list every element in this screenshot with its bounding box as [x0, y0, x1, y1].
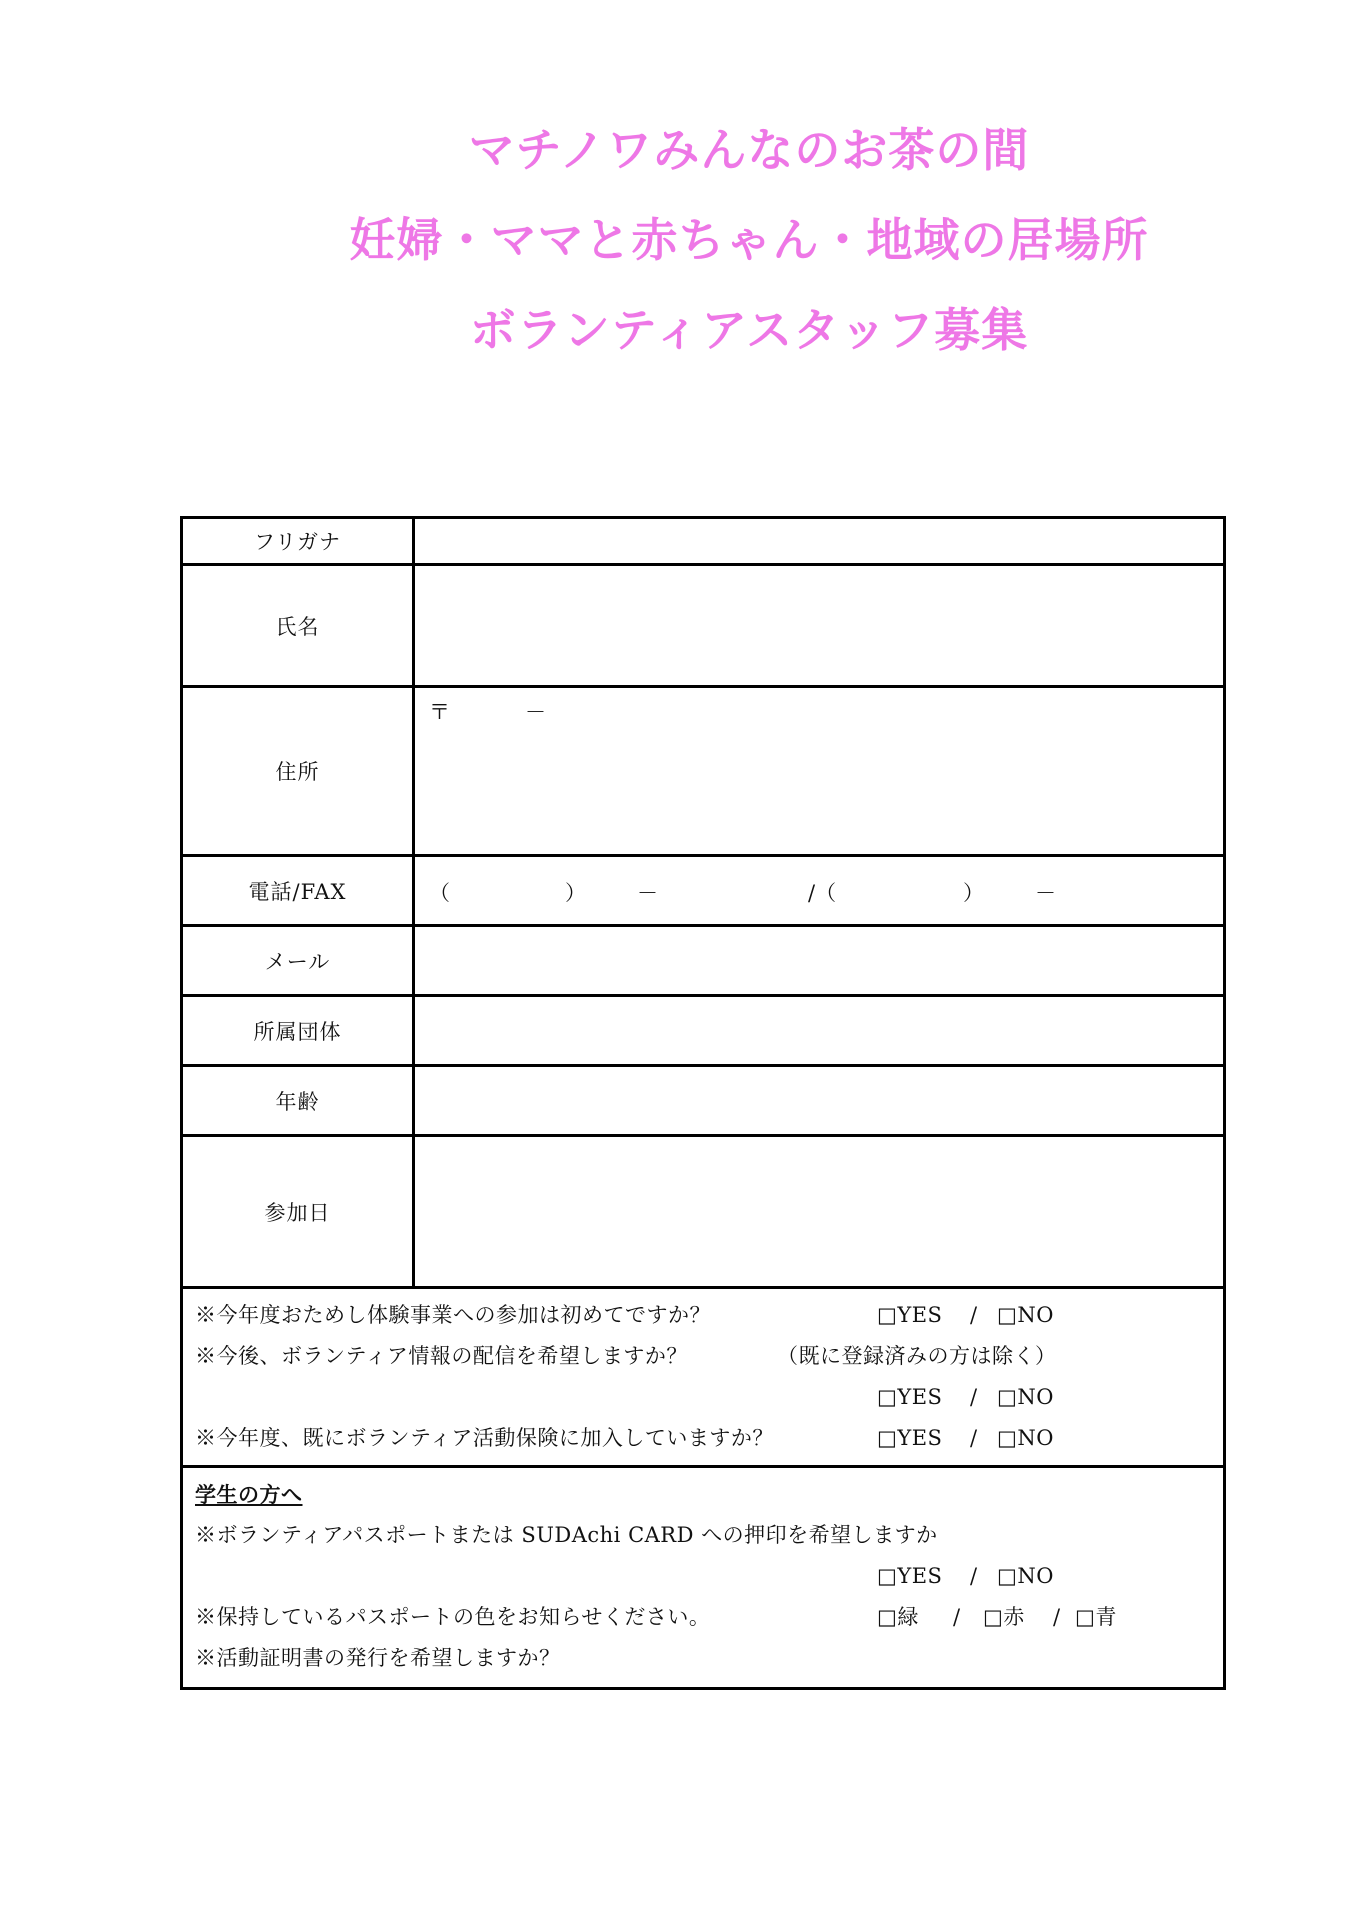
passport-stamp-no-checkbox[interactable]: □NO	[997, 1564, 1054, 1588]
postal-mark: 〒	[429, 700, 450, 724]
passport-stamp-yes-checkbox[interactable]: □YES	[877, 1564, 943, 1588]
question-passport-stamp-text: ※ボランティアパスポートまたは SUDAchi CARD への押印を希望しますか	[195, 1523, 938, 1547]
first-time-yes-checkbox[interactable]: □YES	[877, 1303, 943, 1327]
question-certificate-text: ※活動証明書の発行を希望しますか？	[195, 1646, 561, 1670]
first-time-no-checkbox[interactable]: □NO	[997, 1303, 1054, 1327]
name-row	[183, 566, 1223, 688]
participation-date-label: 参加日	[183, 1137, 415, 1286]
title-line-3: ボランティアスタッフ募集	[469, 303, 1029, 357]
mail-row	[183, 927, 1223, 997]
fax-dash: －	[1035, 881, 1056, 905]
newsletter-separator: /	[970, 1385, 978, 1409]
first-time-separator: /	[970, 1303, 978, 1327]
newsletter-yes-checkbox[interactable]: □YES	[877, 1385, 943, 1409]
phone-row	[183, 857, 1223, 927]
name-field[interactable]	[415, 566, 1223, 685]
phone-dash: －	[637, 881, 658, 905]
insurance-yes-checkbox[interactable]: □YES	[877, 1426, 943, 1450]
participation-date-field[interactable]	[415, 1137, 1223, 1286]
newsletter-no-checkbox[interactable]: □NO	[997, 1385, 1054, 1409]
color-red-checkbox[interactable]: □赤	[983, 1605, 1025, 1629]
organization-field[interactable]	[415, 997, 1223, 1064]
color-green-checkbox[interactable]: □緑	[877, 1605, 919, 1629]
mail-field[interactable]	[415, 927, 1223, 994]
participation-date-row	[183, 1137, 1223, 1289]
phone-close-paren: ）	[565, 881, 586, 905]
fax-close-paren: ）	[963, 881, 984, 905]
name-label: 氏名	[183, 566, 415, 685]
question-newsletter-note: （既に登録済みの方は除く）	[777, 1344, 1057, 1368]
phone-field[interactable]	[415, 857, 1223, 924]
phone-open-paren: （	[429, 881, 450, 905]
furigana-row	[183, 519, 1223, 566]
question-first-time	[195, 1295, 1211, 1336]
question-passport-color-text: ※保持しているパスポートの色をお知らせください。	[195, 1605, 711, 1629]
newsletter-options	[195, 1377, 1211, 1418]
passport-stamp-separator: /	[970, 1564, 978, 1588]
question-certificate	[195, 1638, 1211, 1679]
question-first-time-text: ※今年度おためし体験事業への参加は初めてですか？	[195, 1303, 711, 1327]
address-row	[183, 688, 1223, 857]
fax-open-paren: /（	[808, 881, 837, 905]
students-heading: 学生の方へ	[195, 1482, 303, 1507]
phone-label: 電話/FAX	[183, 857, 415, 924]
age-label: 年齢	[183, 1067, 415, 1134]
question-passport-stamp	[195, 1515, 1211, 1556]
question-passport-color	[195, 1597, 1211, 1638]
furigana-field[interactable]	[415, 519, 1223, 563]
question-newsletter-text: ※今後、ボランティア情報の配信を希望しますか？	[195, 1344, 688, 1368]
mail-label: メール	[183, 927, 415, 994]
application-form	[180, 516, 1226, 1690]
title-line-2: 妊婦・ママと赤ちゃん・地域の居場所	[349, 213, 1149, 267]
passport-stamp-options	[195, 1556, 1211, 1597]
students-heading-line	[195, 1474, 1211, 1515]
furigana-label: フリガナ	[183, 519, 415, 563]
organization-label: 所属団体	[183, 997, 415, 1064]
insurance-no-checkbox[interactable]: □NO	[997, 1426, 1054, 1450]
title-line-1: マチノワみんなのお茶の間	[468, 123, 1030, 177]
questions-section	[183, 1289, 1223, 1468]
insurance-separator: /	[970, 1426, 978, 1450]
address-field[interactable]	[415, 688, 1223, 854]
postal-dash: －	[525, 700, 546, 724]
age-row	[183, 1067, 1223, 1137]
address-label: 住所	[183, 688, 415, 854]
age-field[interactable]	[415, 1067, 1223, 1134]
organization-row	[183, 997, 1223, 1067]
color-separator-1: /	[953, 1605, 961, 1629]
question-insurance-text: ※今年度、既にボランティア活動保険に加入していますか？	[195, 1426, 774, 1450]
students-section	[183, 1468, 1223, 1687]
question-insurance	[195, 1418, 1211, 1459]
color-separator-2: /	[1053, 1605, 1061, 1629]
color-blue-checkbox[interactable]: □青	[1075, 1605, 1117, 1629]
question-newsletter	[195, 1336, 1211, 1377]
